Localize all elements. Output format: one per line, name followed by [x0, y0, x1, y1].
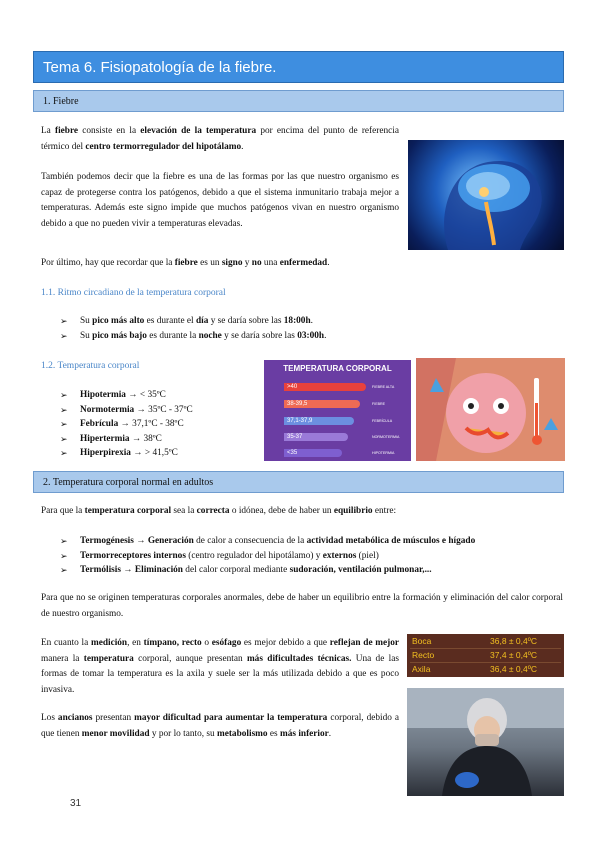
temperature-chart-image: [264, 360, 411, 461]
thermo-bar: 37,1-37,9: [284, 417, 354, 425]
thermo-bar: 38-39,5: [284, 400, 360, 408]
arrow-bullet-icon: ➢: [60, 404, 68, 415]
table-row: Recto 37,4 ± 0,4ºC: [410, 650, 561, 663]
temperature-list: [60, 388, 193, 461]
thermo-bar: >40: [284, 383, 366, 391]
table-row: Boca 36,8 ± 0,4ºC: [410, 636, 561, 649]
thermo-label: HIPOTERMIA: [372, 451, 395, 455]
list-item: ➢ Hipotermia → < 35ºC: [60, 388, 193, 403]
list-item: ➢ Su pico más alto es durante el día y se daría sobre las 18:00h.: [60, 314, 326, 329]
subheading-ritmo-circadiano: 1.1. Ritmo circadiano de la temperatura corporal: [41, 288, 226, 298]
arrow-bullet-icon: ➢: [60, 433, 68, 444]
brain-image: [408, 140, 564, 250]
paragraph-ancianos: Los ancianos presentan mayor dificultad para aumentar la temperatura corporal, debido a que tienen menor movilidad y por lo tanto, su metabolismo es más inferior.: [41, 713, 399, 739]
list-item: ➢ Hipertermia → 38ºC: [60, 432, 193, 447]
paragraph-medicion: En cuanto la medición, en tímpano, recto o esófago es mejor debido a que reflejan de mejor manera la temperatura corporal, aunque presentan más dificultades técnicas. Una de las formas de tomar la temperatura es la axila y suele ser la más utilizada debido a que es poco invasiva.: [41, 638, 400, 695]
table-row: Axila 36,4 ± 0,4ºC: [412, 664, 537, 674]
paragraph-definition: La fiebre consiste en la elevación de la temperatura por encima del punto de referencia térmico del centro termorregulador del hipotálamo.: [41, 126, 399, 152]
list-item: ➢ Su pico más bajo es durante la noche y se daría sobre las 03:00h.: [60, 329, 326, 344]
thermo-label: FIEBRE ALTA: [372, 385, 395, 389]
thermo-bar: <35: [284, 449, 342, 457]
arrow-bullet-icon: ➢: [60, 448, 68, 459]
arrow-bullet-icon: ➢: [60, 316, 68, 326]
list-item: ➢ Termorreceptores internos (centro regulador del hipotálamo) y externos (piel): [60, 549, 475, 564]
measurement-table-image: [407, 634, 564, 677]
section-heading-fiebre: 1. Fiebre: [33, 90, 564, 112]
paragraph-anormales: Para que no se originen temperaturas corporales anormales, debe de haber un equilibrio entre la formación y eliminación del calor corporal de nuestro organismo.: [41, 593, 563, 619]
arrow-bullet-icon: ➢: [60, 565, 68, 576]
arrow-bullet-icon: ➢: [60, 536, 68, 546]
arrow-bullet-icon: ➢: [60, 419, 68, 430]
elderly-person-photo: [407, 688, 564, 796]
fever-illustration-image: [416, 358, 565, 461]
circadian-list: [60, 314, 326, 343]
paragraph-equilibrio: Para que la temperatura corporal sea la correcta o idónea, debe de haber un equilibrio entre:: [41, 506, 397, 516]
arrow-bullet-icon: ➢: [60, 550, 68, 561]
thermo-bar: 35-37: [284, 433, 348, 441]
equilibrio-list: [60, 534, 475, 578]
list-item: ➢ Normotermia → 35ºC - 37ºC: [60, 403, 193, 418]
paragraph-signo: Por último, hay que recordar que la fiebre es un signo y no una enfermedad.: [41, 258, 330, 268]
temperature-chart-title: TEMPERATURA CORPORAL: [283, 364, 392, 373]
list-item: ➢ Hiperpirexia → > 41,5ºC: [60, 446, 193, 461]
arrow-bullet-icon: ➢: [60, 330, 68, 341]
thermo-label: NORMOTERMIA: [372, 435, 400, 439]
thermo-label: FEBRÍCULA: [372, 419, 393, 423]
list-item: ➢ Termogénesis → Generación de calor a consecuencia de la actividad metabólica de músculos e hígado: [60, 534, 475, 549]
list-item: ➢ Termólisis → Eliminación del calor corporal mediante sudoración, ventilación pulmonar,...: [60, 563, 475, 578]
section-heading-temperatura-normal: 2. Temperatura corporal normal en adultos: [33, 471, 564, 493]
arrow-bullet-icon: ➢: [60, 390, 68, 400]
thermo-label: FIEBRE: [372, 402, 385, 406]
list-item: ➢ Febrícula → 37,1ºC - 38ºC: [60, 417, 193, 432]
page-title: Tema 6. Fisiopatología de la fiebre.: [33, 51, 564, 83]
subheading-temperatura-corporal: 1.2. Temperatura corporal: [41, 361, 140, 371]
page-number: 31: [70, 798, 82, 809]
paragraph-protection: También podemos decir que la fiebre es una de las formas por las que nuestro organismo es capaz de protegerse contra los patógenos, debido a que el sistema inmunitario trabaja mejor a temperaturas. Además este signo impide que muchos patógenos vivan en nuestro organismo debido a que no pueden vivir a temperaturas elevadas.: [41, 172, 399, 229]
